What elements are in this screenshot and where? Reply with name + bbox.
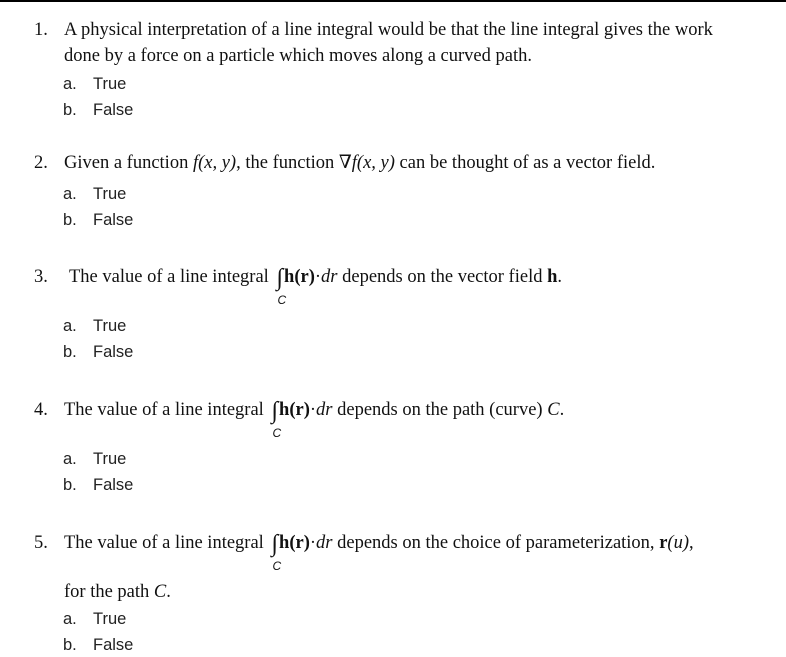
question-number: 5. — [34, 533, 48, 553]
option-letter: a. — [63, 317, 77, 335]
option-label: True — [93, 450, 127, 468]
q3-option-b[interactable] — [63, 342, 133, 362]
question-text: A physical interpretation of a line integral would be that the line integral gives the work — [64, 20, 713, 40]
option-label: False — [93, 476, 134, 494]
question-text-continued: done by a force on a particle which moves along a curved path. — [64, 46, 532, 66]
q2-option-a[interactable] — [63, 184, 126, 204]
integral-sign: ∫ C — [276, 265, 287, 307]
q5-option-b[interactable] — [63, 635, 133, 655]
option-letter: a. — [63, 450, 77, 468]
option-label: False — [93, 211, 134, 229]
q1-option-a[interactable] — [63, 74, 126, 94]
option-letter: b. — [63, 343, 77, 361]
q3-option-a[interactable] — [63, 316, 126, 336]
option-letter: b. — [63, 636, 77, 654]
question-number: 2. — [34, 153, 48, 173]
option-letter: a. — [63, 610, 77, 628]
question-number: 4. — [34, 400, 48, 420]
option-label: False — [93, 636, 134, 654]
top-rule — [0, 0, 786, 2]
q4-option-a[interactable] — [63, 449, 126, 469]
option-letter: b. — [63, 101, 77, 119]
question-text: The value of a line integral ∫ C h(r)·dr depends on the path (curve) C. — [64, 398, 565, 440]
option-letter: b. — [63, 211, 77, 229]
option-label: True — [93, 610, 127, 628]
option-label: True — [93, 75, 127, 93]
question-number: 1. — [34, 20, 48, 40]
question-text: The value of a line integral ∫ C h(r)·dr depends on the choice of parameterization, r(u), — [64, 531, 694, 573]
q5-option-a[interactable] — [63, 609, 126, 629]
question-text: The value of a line integral ∫ C h(r)·dr depends on the vector field h. — [69, 265, 563, 307]
integral-sign: ∫ C — [271, 531, 282, 573]
question-text-continued: for the path C. — [64, 582, 171, 602]
q1-option-b[interactable] — [63, 100, 133, 120]
question-number: 3. — [34, 267, 48, 287]
integral-sign: ∫ C — [271, 398, 282, 440]
q4-option-b[interactable] — [63, 475, 133, 495]
option-label: False — [93, 343, 134, 361]
option-label: True — [93, 317, 127, 335]
question-text: Given a function f(x, y), the function ∇f(x, y) can be thought of as a vector field. — [64, 153, 656, 173]
option-label: False — [93, 101, 134, 119]
option-label: True — [93, 185, 127, 203]
option-letter: a. — [63, 75, 77, 93]
q2-option-b[interactable] — [63, 210, 133, 230]
option-letter: a. — [63, 185, 77, 203]
option-letter: b. — [63, 476, 77, 494]
